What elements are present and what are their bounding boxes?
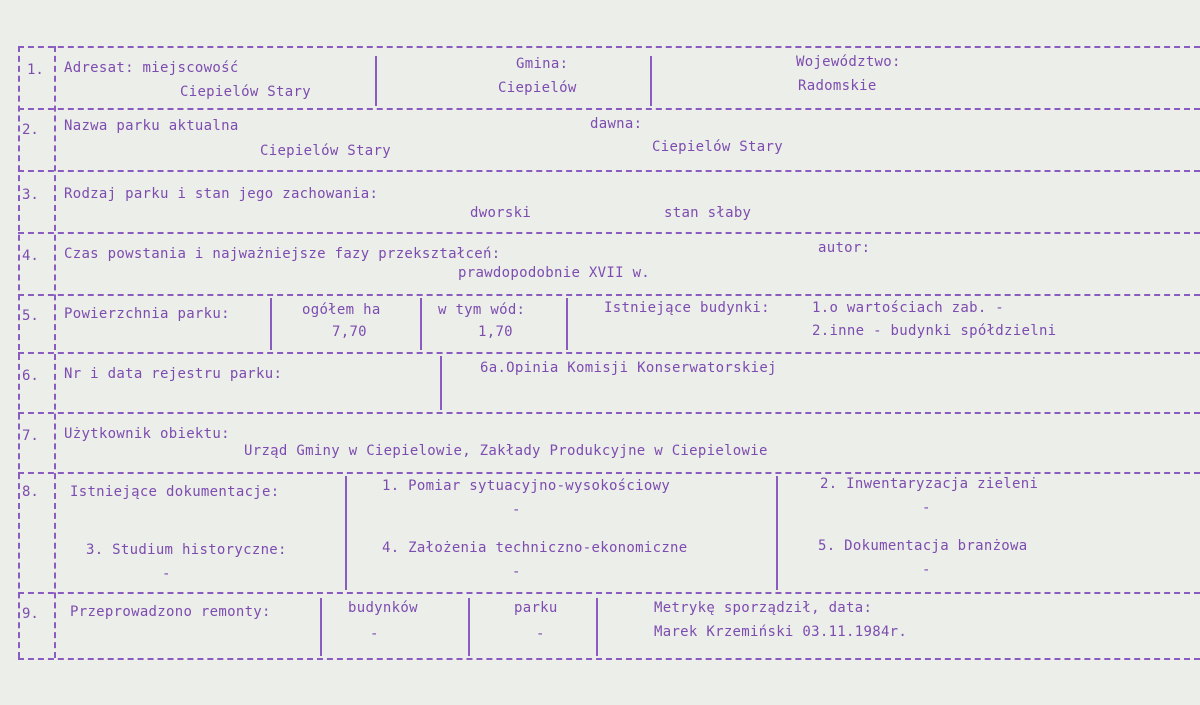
r5-separator-b <box>420 298 422 350</box>
r8-separator-a <box>345 476 347 590</box>
rejestr-label: Nr i data rejestru parku: <box>64 366 283 382</box>
r9-separator-c <box>596 598 598 656</box>
rule-2 <box>18 170 1200 172</box>
doc-inwentaryzacja-value: - <box>922 500 931 516</box>
border-left <box>18 46 20 658</box>
doc-studium-label: 3. Studium historyczne: <box>86 542 287 558</box>
opinia-komisji-label: 6a.Opinia Komisji Konserwatorskiej <box>480 360 777 376</box>
doc-pomiar-value: - <box>512 502 521 518</box>
r5-separator-c <box>566 298 568 350</box>
row-number-2: 2. <box>22 122 39 138</box>
r1-separator-b <box>650 56 652 106</box>
rule-1 <box>18 108 1200 110</box>
budynki-label: Istniejące budynki: <box>604 300 770 316</box>
rodzaj-parku-value: dworski <box>470 205 532 221</box>
doc-inwentaryzacja-label: 2. Inwentaryzacja zieleni <box>820 476 1039 492</box>
gmina-value: Ciepielów <box>498 80 577 96</box>
row-number-4: 4. <box>22 248 39 264</box>
rule-bottom <box>18 658 1200 660</box>
nazwa-dawna-label: dawna: <box>590 116 643 132</box>
row-number-1: 1. <box>27 62 44 78</box>
r9-separator-a <box>320 598 322 656</box>
autor-label: autor: <box>818 240 871 256</box>
r9-separator-b <box>468 598 470 656</box>
rule-8 <box>18 592 1200 594</box>
nazwa-dawna-value: Ciepielów Stary <box>652 139 783 155</box>
powierzchnia-label: Powierzchnia parku: <box>64 306 230 322</box>
stan-zachowania-value: stan słaby <box>664 205 752 221</box>
remonty-parku-label: parku <box>514 600 558 616</box>
doc-branzowa-value: - <box>922 562 931 578</box>
remonty-label: Przeprowadzono remonty: <box>70 604 271 620</box>
adresat-value: Ciepielów Stary <box>180 84 311 100</box>
gmina-label: Gmina: <box>516 56 569 72</box>
rule-5 <box>18 352 1200 354</box>
r5-separator-a <box>270 298 272 350</box>
czas-powstania-label: Czas powstania i najważniejsze fazy przekształceń: <box>64 246 501 262</box>
adresat-label: Adresat: miejscowość <box>64 60 239 76</box>
r8-separator-b <box>776 476 778 590</box>
doc-zalozenia-label: 4. Założenia techniczno-ekonomiczne <box>382 540 688 556</box>
remonty-budynkow-label: budynków <box>348 600 418 616</box>
wojewodztwo-label: Województwo: <box>796 54 901 70</box>
row-number-8: 8. <box>22 484 39 500</box>
nazwa-aktualna-value: Ciepielów Stary <box>260 143 391 159</box>
doc-studium-value: - <box>162 566 171 582</box>
dokumentacje-label: Istniejące dokumentacje: <box>70 484 280 500</box>
doc-branzowa-label: 5. Dokumentacja branżowa <box>818 538 1028 554</box>
czas-powstania-value: prawdopodobnie XVII w. <box>458 265 651 281</box>
uzytkownik-label: Użytkownik obiektu: <box>64 426 230 442</box>
doc-zalozenia-value: - <box>512 564 521 580</box>
budynki-inne-value: 2.inne - budynki spółdzielni <box>812 323 1057 339</box>
wojewodztwo-value: Radomskie <box>798 78 877 94</box>
rule-top <box>18 46 1200 48</box>
rule-7 <box>18 472 1200 474</box>
ogolem-value: 7,70 <box>332 324 367 340</box>
rule-4 <box>18 294 1200 296</box>
wod-label: w tym wód: <box>438 302 526 318</box>
budynki-zabytkowe-value: 1.o wartościach zab. - <box>812 300 1005 316</box>
rule-6 <box>18 412 1200 414</box>
wod-value: 1,70 <box>478 324 513 340</box>
remonty-budynkow-value: - <box>370 626 379 642</box>
rodzaj-parku-label: Rodzaj parku i stan jego zachowania: <box>64 186 379 202</box>
r6-separator <box>440 356 442 410</box>
remonty-parku-value: - <box>536 626 545 642</box>
row-number-7: 7. <box>22 428 39 444</box>
row-number-5: 5. <box>22 308 39 324</box>
metryka-value: Marek Krzemiński 03.11.1984r. <box>654 624 908 640</box>
nazwa-aktualna-label: Nazwa parku aktualna <box>64 118 239 134</box>
doc-pomiar-label: 1. Pomiar sytuacyjno-wysokościowy <box>382 478 671 494</box>
rule-3 <box>18 232 1200 234</box>
row-number-9: 9. <box>22 606 39 622</box>
row-number-3: 3. <box>22 187 39 203</box>
uzytkownik-value: Urząd Gminy w Ciepielowie, Zakłady Produkcyjne w Ciepielowie <box>244 443 768 459</box>
metryka-label: Metrykę sporządził, data: <box>654 600 873 616</box>
r1-separator-a <box>375 56 377 106</box>
row-number-6: 6. <box>22 368 39 384</box>
number-column-separator <box>54 46 56 658</box>
ogolem-label: ogółem ha <box>302 302 381 318</box>
